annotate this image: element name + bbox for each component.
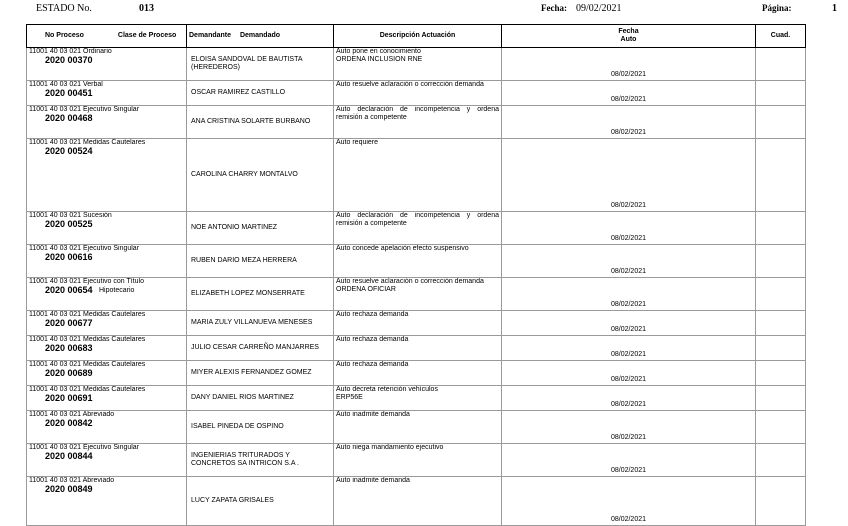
proceso-radicado: 11001 40 03 021 Ejecutivo Singular (29, 106, 140, 113)
proceso-radicado: 11001 40 03 021 Medidas Cautelares (29, 361, 146, 368)
table-row (27, 212, 841, 245)
proceso-numero: 2020 00691 (45, 393, 93, 403)
fecha-auto-cell: 08/02/2021 (502, 477, 756, 526)
descripcion-text: Auto inadmite demanda (336, 477, 410, 484)
demandado-cell: MIYER ALEXIS FERNANDEZ GOMEZ (187, 361, 334, 386)
table-row (27, 477, 841, 526)
fecha-auto-cell: 08/02/2021 (502, 278, 756, 311)
descripcion-cell (334, 361, 502, 386)
cuad-cell (756, 245, 806, 278)
cuad-cell (756, 361, 806, 386)
demandado-cell: LUCY ZAPATA GRISALES (187, 477, 334, 526)
descripcion-text: Auto rechaza demanda (336, 336, 409, 343)
demandado-cell: CAROLINA CHARRY MONTALVO (187, 139, 334, 212)
proceso-radicado: 11001 40 03 021 Medidas Cautelares (29, 139, 146, 146)
fecha-auto-cell: 08/02/2021 (502, 212, 756, 245)
table-row (27, 81, 841, 106)
proceso-cell (27, 278, 187, 311)
descripcion-cell (334, 139, 502, 212)
col-header-cuad: Cuad. (756, 25, 806, 48)
table-row (27, 139, 841, 212)
estado-label: ESTADO No. (36, 3, 92, 14)
proceso-cell (27, 477, 187, 526)
table-row (27, 48, 841, 81)
col-header-fecha-auto: Fecha Auto (502, 25, 756, 48)
proceso-numero: 2020 00844 (45, 451, 93, 461)
demandado-cell: DANY DANIEL RIOS MARTINEZ (187, 386, 334, 411)
proceso-numero: 2020 00468 (45, 113, 93, 123)
cuad-cell (756, 411, 806, 444)
fecha-auto-cell: 08/02/2021 (502, 336, 756, 361)
proceso-radicado: 11001 40 03 021 Medidas Cautelares (29, 311, 146, 318)
estado-table (26, 24, 841, 526)
demandado-cell: INGENIERIAS TRITURADOS Y CONCRETOS SA INTRICON S.A . (187, 444, 334, 477)
descripcion-text: Auto rechaza demanda (336, 361, 409, 368)
descripcion-text-2: ORDENA INCLUSION RNE (336, 56, 423, 63)
proceso-numero: 2020 00683 (45, 343, 93, 353)
table-row (27, 106, 841, 139)
descripcion-cell (334, 477, 502, 526)
clase-proceso-2: Hipotecario (99, 287, 135, 294)
col-header-proceso: No Proceso Clase de Proceso (27, 25, 187, 48)
descripcion-text: Auto resuelve aclaración o corrección demanda (336, 81, 484, 88)
clase-proceso: Abreviado (82, 477, 115, 484)
descripcion-text: Auto requiere (336, 139, 379, 146)
estado-value: 013 (139, 3, 154, 14)
proceso-numero: 2020 00451 (45, 88, 93, 98)
clase-proceso: Medidas Cautelares (83, 336, 146, 343)
clase-proceso: Medidas Cautelares (83, 139, 146, 146)
clase-proceso: Verbal (83, 81, 103, 88)
clase-proceso: Ordinario (83, 48, 112, 55)
proceso-cell (27, 311, 187, 336)
descripcion-cell (334, 106, 502, 139)
demandado-cell: MARIA ZULY VILLANUEVA MENESES (187, 311, 334, 336)
fecha-auto-cell: 08/02/2021 (502, 48, 756, 81)
proceso-cell (27, 48, 187, 81)
descripcion-text: Auto rechaza demanda (336, 311, 409, 318)
table-row (27, 311, 841, 336)
fecha-auto-cell: 08/02/2021 (502, 444, 756, 477)
proceso-cell (27, 411, 187, 444)
clase-proceso: Ejecutivo Singular (83, 444, 140, 451)
proceso-cell (27, 81, 187, 106)
table-header-row: No Proceso Clase de Proceso Demandante Demandado Descripción Actuación Fecha Auto Cuad. (27, 25, 841, 48)
descripcion-cell (334, 245, 502, 278)
clase-proceso: Medidas Cautelares (83, 311, 146, 318)
proceso-numero: 2020 00654 (45, 285, 93, 295)
proceso-numero: 2020 00849 (45, 484, 93, 494)
descripcion-text: Auto niega mandamiento ejecutivo (336, 444, 444, 451)
clase-proceso: Ejecutivo con Título (83, 278, 144, 285)
cuad-cell (756, 278, 806, 311)
proceso-radicado: 11001 40 03 021 Sucesión (29, 212, 112, 219)
table-row (27, 245, 841, 278)
proceso-numero: 2020 00677 (45, 318, 93, 328)
table-row (27, 386, 841, 411)
proceso-radicado: 11001 40 03 021 Ejecutivo Singular (29, 444, 140, 451)
descripcion-cell (334, 386, 502, 411)
descripcion-text: Auto pone en conocimiento (336, 48, 421, 55)
clase-proceso: Ejecutivo Singular (83, 245, 140, 252)
fecha-auto-cell: 08/02/2021 (502, 411, 756, 444)
descripcion-cell (334, 411, 502, 444)
descripcion-text: Auto declaración de incompetencia y ordena remisión a competente (336, 106, 499, 121)
proceso-cell (27, 386, 187, 411)
demandado-cell: RUBEN DARIO MEZA HERRERA (187, 245, 334, 278)
report-header (0, 0, 848, 22)
descripcion-text: Auto declaración de incompetencia y ordena remisión a competente (336, 212, 499, 227)
descripcion-cell (334, 212, 502, 245)
descripcion-text: Auto decreta retención vehículos (336, 386, 438, 393)
cuad-cell (756, 477, 806, 526)
table-row (27, 278, 841, 311)
fecha-auto-cell: 08/02/2021 (502, 139, 756, 212)
descripcion-cell (334, 278, 502, 311)
proceso-cell (27, 336, 187, 361)
table-row (27, 361, 841, 386)
clase-proceso: Sucesión (83, 212, 112, 219)
cuad-cell (756, 336, 806, 361)
table-row (27, 444, 841, 477)
cuad-cell (756, 386, 806, 411)
proceso-cell (27, 212, 187, 245)
descripcion-text: Auto concede apelación efecto suspensivo (336, 245, 469, 252)
clase-proceso: Abreviado (82, 411, 115, 418)
demandado-cell: OSCAR RAMIREZ CASTILLO (187, 81, 334, 106)
demandado-cell: ELIZABETH LOPEZ MONSERRATE (187, 278, 334, 311)
fecha-auto-cell: 08/02/2021 (502, 245, 756, 278)
cuad-cell (756, 212, 806, 245)
cuad-cell (756, 139, 806, 212)
proceso-radicado: 11001 40 03 021 Abreviado (29, 411, 115, 418)
table-row (27, 411, 841, 444)
proceso-numero: 2020 00524 (45, 146, 93, 156)
proceso-cell (27, 444, 187, 477)
clase-proceso: Ejecutivo Singular (83, 106, 140, 113)
proceso-radicado: 11001 40 03 021 Ordinario (29, 48, 112, 55)
cuad-cell (756, 81, 806, 106)
descripcion-cell (334, 81, 502, 106)
proceso-radicado: 11001 40 03 021 Medidas Cautelares (29, 386, 146, 393)
descripcion-text: Auto inadmite demanda (336, 411, 410, 418)
fecha-label: Fecha: (541, 3, 567, 13)
proceso-radicado: 11001 40 03 021 Abreviado (29, 477, 115, 484)
demandado-cell: NOE ANTONIO MARTINEZ (187, 212, 334, 245)
fecha-auto-cell: 08/02/2021 (502, 386, 756, 411)
cuad-cell (756, 106, 806, 139)
cuad-cell (756, 444, 806, 477)
clase-proceso: Medidas Cautelares (83, 386, 146, 393)
fecha-auto-cell: 08/02/2021 (502, 311, 756, 336)
demandado-cell: ISABEL PINEDA DE OSPINO (187, 411, 334, 444)
proceso-numero: 2020 00689 (45, 368, 93, 378)
cuad-cell (756, 311, 806, 336)
descripcion-text-2: ERP56E (336, 394, 363, 401)
fecha-value: 09/02/2021 (576, 3, 622, 14)
descripcion-cell (334, 48, 502, 81)
descripcion-text-2: ORDENA OFICIAR (336, 286, 396, 293)
proceso-cell (27, 245, 187, 278)
descripcion-cell (334, 311, 502, 336)
fecha-auto-cell: 08/02/2021 (502, 361, 756, 386)
table-row (27, 336, 841, 361)
col-header-demandado: Demandado (187, 25, 334, 48)
proceso-radicado: 11001 40 03 021 Ejecutivo con Título (29, 278, 144, 285)
demandado-cell: JULIO CESAR CARREÑO MANJARRES (187, 336, 334, 361)
cuad-cell (756, 48, 806, 81)
demandado-cell: ANA CRISTINA SOLARTE BURBANO (187, 106, 334, 139)
fecha-auto-cell: 08/02/2021 (502, 106, 756, 139)
proceso-numero: 2020 00525 (45, 219, 93, 229)
proceso-radicado: 11001 40 03 021 Ejecutivo Singular (29, 245, 140, 252)
proceso-cell (27, 139, 187, 212)
pagina-label: Página: (762, 3, 792, 13)
proceso-numero: 2020 00842 (45, 418, 93, 428)
descripcion-text: Auto resuelve aclaración o corrección demanda (336, 278, 484, 285)
clase-proceso: Medidas Cautelares (83, 361, 146, 368)
descripcion-cell (334, 336, 502, 361)
fecha-auto-cell: 08/02/2021 (502, 81, 756, 106)
pagina-value: 1 (832, 3, 837, 14)
proceso-radicado: 11001 40 03 021 Verbal (29, 81, 103, 88)
demandado-cell: ELOISA SANDOVAL DE BAUTISTA (HEREDEROS) (187, 48, 334, 81)
col-header-descripcion: Descripción Actuación (334, 25, 502, 48)
descripcion-cell (334, 444, 502, 477)
proceso-cell (27, 106, 187, 139)
proceso-radicado: 11001 40 03 021 Medidas Cautelares (29, 336, 146, 343)
proceso-cell (27, 361, 187, 386)
proceso-numero: 2020 00616 (45, 252, 93, 262)
proceso-numero: 2020 00370 (45, 55, 93, 65)
